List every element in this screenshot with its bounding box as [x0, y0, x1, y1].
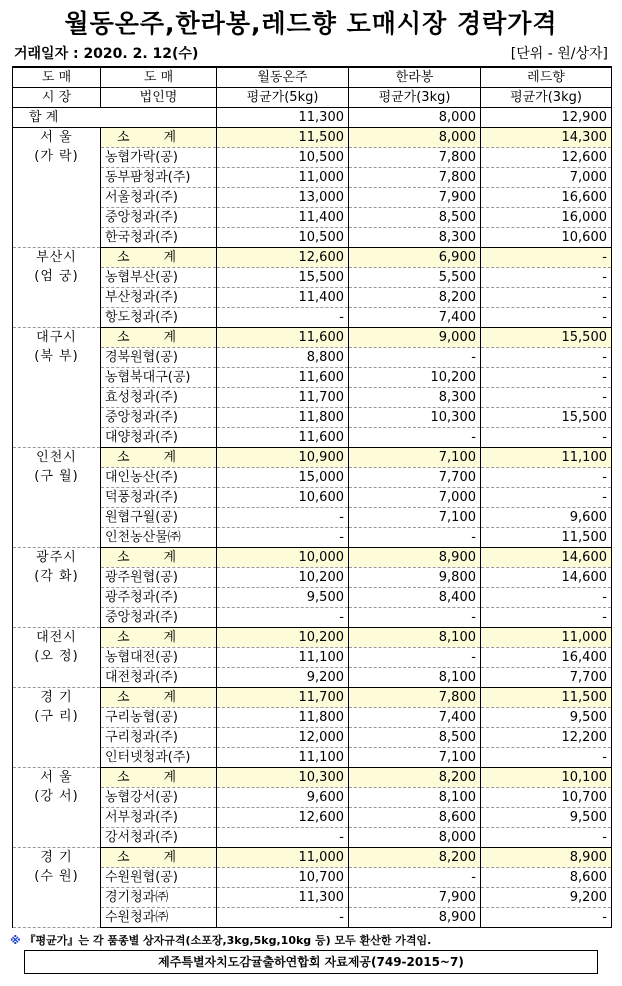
firm-name: 구리청과(주) [101, 728, 217, 748]
firm-name: 대인농산(주) [101, 468, 217, 488]
price-cell: 11,700 [217, 688, 349, 708]
price-cell: 9,200 [481, 888, 612, 908]
table-row [13, 168, 612, 188]
price-cell: 12,600 [217, 248, 349, 268]
price-cell: - [481, 468, 612, 488]
price-cell: 10,600 [481, 228, 612, 248]
price-cell: 8,100 [349, 788, 481, 808]
price-cell: - [217, 528, 349, 548]
firm-name: 중앙청과(주) [101, 408, 217, 428]
table-row [13, 228, 612, 248]
firm-name: 원협구월(공) [101, 508, 217, 528]
firm-header: 법인명 [101, 88, 217, 108]
price-cell: 12,600 [481, 148, 612, 168]
price-cell: 9,600 [481, 508, 612, 528]
price-cell: 9,600 [217, 788, 349, 808]
firm-name: 농협부산(공) [101, 268, 217, 288]
table-row [13, 288, 612, 308]
price-cell: 8,100 [349, 668, 481, 688]
price-cell: - [481, 248, 612, 268]
avg-price-header: 평균가(5kg) [217, 88, 349, 108]
firm-name: 덕풍청과(주) [101, 488, 217, 508]
subtotal-row [13, 628, 612, 648]
table-row [13, 268, 612, 288]
firm-name: 부산청과(주) [101, 288, 217, 308]
price-cell: 15,000 [217, 468, 349, 488]
subtotal-row [13, 328, 612, 348]
note-mark: ※ [10, 934, 21, 947]
unit-note: [단위 - 원/상자] [510, 46, 608, 62]
table-row [13, 488, 612, 508]
table-row [13, 648, 612, 668]
price-cell: 8,200 [349, 848, 481, 868]
market-name [13, 848, 101, 928]
firm-name: 대전청과(주) [101, 668, 217, 688]
table-row [13, 808, 612, 828]
firm-name: 농협대전(공) [101, 648, 217, 668]
price-cell: 11,000 [217, 168, 349, 188]
firm-name: 중앙청과(주) [101, 608, 217, 628]
price-cell: 8,300 [349, 388, 481, 408]
price-cell: - [481, 608, 612, 628]
price-cell: 9,500 [217, 588, 349, 608]
total-value: 8,000 [349, 108, 481, 128]
price-cell: 8,900 [349, 548, 481, 568]
price-cell: - [481, 588, 612, 608]
price-cell: 11,700 [217, 388, 349, 408]
market-name-line1: 대구시 [36, 330, 77, 345]
price-cell: 10,200 [217, 628, 349, 648]
price-cell: 12,600 [217, 808, 349, 828]
price-cell: 10,500 [217, 148, 349, 168]
price-cell: 9,000 [349, 328, 481, 348]
subtotal-label: 소계 [101, 448, 217, 468]
total-label: 합 계 [13, 108, 217, 128]
price-cell: - [217, 308, 349, 328]
price-cell: 10,700 [481, 788, 612, 808]
price-cell: - [481, 488, 612, 508]
market-name-line1: 경 기 [40, 850, 73, 865]
market-name-line2: (구 월) [34, 469, 79, 484]
subtotal-label: 소계 [101, 848, 217, 868]
price-cell: 15,500 [481, 408, 612, 428]
market-header: 도 매 [13, 67, 101, 88]
price-cell: 7,900 [349, 188, 481, 208]
firm-name: 대양청과(주) [101, 428, 217, 448]
market-name-line2: (각 화) [34, 569, 79, 584]
subtotal-row [13, 448, 612, 468]
market-name-line1: 인천시 [36, 450, 77, 465]
footnote [10, 932, 431, 948]
table-row [13, 508, 612, 528]
price-cell: - [481, 348, 612, 368]
price-cell: 10,500 [217, 228, 349, 248]
market-name [13, 328, 101, 448]
firm-header: 도 매 [101, 67, 217, 88]
price-cell: - [481, 268, 612, 288]
price-cell: 11,100 [217, 648, 349, 668]
page-title: 월동온주,한라봉,레드향 도매시장 경락가격 [64, 9, 558, 38]
firm-name: 농협북대구(공) [101, 368, 217, 388]
table-row [13, 588, 612, 608]
price-cell: 10,300 [349, 408, 481, 428]
market-name-line2: (엄 궁) [34, 269, 79, 284]
price-cell: 11,300 [217, 888, 349, 908]
table-row [13, 148, 612, 168]
price-cell: 7,800 [349, 688, 481, 708]
market-name-line2: (북 부) [34, 349, 79, 364]
firm-name: 경북원협(공) [101, 348, 217, 368]
price-cell: 10,000 [217, 548, 349, 568]
firm-name: 한국청과(주) [101, 228, 217, 248]
price-cell: 11,400 [217, 208, 349, 228]
avg-price-header: 평균가(3kg) [481, 88, 612, 108]
price-cell: - [217, 508, 349, 528]
price-cell: 7,100 [349, 748, 481, 768]
table-row [13, 788, 612, 808]
price-cell: - [217, 608, 349, 628]
price-cell: 11,800 [217, 708, 349, 728]
price-cell: 15,500 [217, 268, 349, 288]
price-cell: 7,800 [349, 148, 481, 168]
subtotal-label: 소계 [101, 768, 217, 788]
firm-name: 수원원협(공) [101, 868, 217, 888]
price-cell: - [349, 608, 481, 628]
price-cell: 15,500 [481, 328, 612, 348]
firm-name: 농협가락(공) [101, 148, 217, 168]
subtotal-label: 소계 [101, 688, 217, 708]
price-cell: 10,900 [217, 448, 349, 468]
table-row [13, 728, 612, 748]
price-cell: - [481, 908, 612, 928]
subtotal-label: 소계 [101, 628, 217, 648]
firm-name: 동부팜청과(주) [101, 168, 217, 188]
price-cell: - [481, 428, 612, 448]
subtotal-row [13, 128, 612, 148]
firm-name: 광주청과(주) [101, 588, 217, 608]
market-name-line1: 대전시 [36, 630, 77, 645]
price-cell: - [349, 428, 481, 448]
price-cell: 8,900 [349, 908, 481, 928]
price-cell: 7,800 [349, 168, 481, 188]
price-cell: - [349, 868, 481, 888]
price-cell: 7,700 [481, 668, 612, 688]
total-value: 11,300 [217, 108, 349, 128]
price-cell: 16,400 [481, 648, 612, 668]
firm-name: 경기청과㈜ [101, 888, 217, 908]
table-row [13, 868, 612, 888]
firm-name: 광주원협(공) [101, 568, 217, 588]
price-cell: 11,100 [217, 748, 349, 768]
price-cell: 8,200 [349, 288, 481, 308]
product-header: 한라봉 [349, 67, 481, 88]
price-cell: 9,500 [481, 808, 612, 828]
market-name-line2: (가 락) [34, 149, 79, 164]
price-cell: 14,600 [481, 548, 612, 568]
market-name-line1: 부산시 [36, 250, 77, 265]
price-cell: 8,500 [349, 728, 481, 748]
firm-name: 강서청과(주) [101, 828, 217, 848]
subtotal-label: 소계 [101, 548, 217, 568]
price-cell: 7,000 [481, 168, 612, 188]
price-cell: 5,500 [349, 268, 481, 288]
table-row [13, 888, 612, 908]
market-name-line1: 광주시 [36, 550, 77, 565]
firm-name: 구리농협(공) [101, 708, 217, 728]
price-cell: 8,200 [349, 768, 481, 788]
price-cell: 14,300 [481, 128, 612, 148]
subtotal-label: 소계 [101, 248, 217, 268]
price-cell: 8,300 [349, 228, 481, 248]
avg-price-header: 평균가(3kg) [349, 88, 481, 108]
price-cell: 7,400 [349, 708, 481, 728]
header-row-2 [13, 88, 612, 108]
price-cell: 10,200 [349, 368, 481, 388]
firm-name: 효성청과(주) [101, 388, 217, 408]
price-cell: - [481, 388, 612, 408]
price-cell: - [481, 308, 612, 328]
subtotal-label: 소계 [101, 328, 217, 348]
trade-date: 거래일자 : 2020. 2. 12(수) [14, 46, 199, 62]
price-cell: 6,900 [349, 248, 481, 268]
market-name [13, 688, 101, 768]
source-footer: 제주특별자치도감귤출하연합회 자료제공(749-2015~7) [24, 950, 598, 974]
firm-name: 항도청과(주) [101, 308, 217, 328]
table-row [13, 468, 612, 488]
price-cell: - [481, 288, 612, 308]
price-cell: 8,800 [217, 348, 349, 368]
table-row [13, 188, 612, 208]
subtotal-label: 소계 [101, 128, 217, 148]
price-cell: 11,600 [217, 328, 349, 348]
firm-name: 인천농산물㈜ [101, 528, 217, 548]
price-cell: - [349, 348, 481, 368]
price-cell: 11,500 [481, 688, 612, 708]
price-cell: 11,400 [217, 288, 349, 308]
price-cell: 12,000 [217, 728, 349, 748]
market-name-line2: (구 리) [34, 709, 79, 724]
price-cell: 8,600 [349, 808, 481, 828]
price-cell: - [217, 828, 349, 848]
table-row [13, 428, 612, 448]
firm-name: 농협강서(공) [101, 788, 217, 808]
price-cell: 7,000 [349, 488, 481, 508]
firm-name: 서부청과(주) [101, 808, 217, 828]
price-cell: 7,100 [349, 448, 481, 468]
subtotal-row [13, 688, 612, 708]
market-name [13, 248, 101, 328]
market-name [13, 548, 101, 628]
price-cell: 7,100 [349, 508, 481, 528]
price-cell: 14,600 [481, 568, 612, 588]
market-name [13, 768, 101, 848]
price-cell: - [481, 828, 612, 848]
price-cell: 7,700 [349, 468, 481, 488]
price-cell: 8,400 [349, 588, 481, 608]
market-name-line1: 경 기 [40, 690, 73, 705]
product-header: 월동온주 [217, 67, 349, 88]
price-cell: 11,500 [481, 528, 612, 548]
firm-name: 인터넷청과(주) [101, 748, 217, 768]
market-name-line1: 서 울 [40, 130, 73, 145]
price-cell: 9,800 [349, 568, 481, 588]
market-name-line1: 서 울 [40, 770, 73, 785]
price-cell: 9,500 [481, 708, 612, 728]
price-cell: 11,600 [217, 368, 349, 388]
market-name-line2: (강 서) [34, 789, 79, 804]
table-row [13, 748, 612, 768]
table-row [13, 528, 612, 548]
price-cell: 13,000 [217, 188, 349, 208]
table-row [13, 208, 612, 228]
table-row [13, 708, 612, 728]
price-cell: 8,000 [349, 128, 481, 148]
market-header: 시 장 [13, 88, 101, 108]
product-header: 레드향 [481, 67, 612, 88]
price-cell: - [481, 748, 612, 768]
price-cell: 10,100 [481, 768, 612, 788]
price-cell: 8,100 [349, 628, 481, 648]
price-cell: 11,100 [481, 448, 612, 468]
firm-name: 수원청과㈜ [101, 908, 217, 928]
price-cell: 8,000 [349, 828, 481, 848]
price-cell: - [481, 368, 612, 388]
price-table [12, 66, 612, 928]
price-cell: 11,000 [217, 848, 349, 868]
table-row [13, 568, 612, 588]
header-row-1 [13, 67, 612, 88]
total-row [13, 108, 612, 128]
table-row [13, 668, 612, 688]
table-row [13, 828, 612, 848]
price-cell: 10,300 [217, 768, 349, 788]
subtotal-row [13, 548, 612, 568]
price-cell: 16,000 [481, 208, 612, 228]
subtotal-row [13, 768, 612, 788]
firm-name: 중앙청과(주) [101, 208, 217, 228]
table-row [13, 368, 612, 388]
note-text: 『평균가』는 각 품종별 상자규격(소포장,3kg,5kg,10kg 등) 모두 환산한 가격임. [24, 934, 432, 947]
subtotal-row [13, 248, 612, 268]
subtotal-row [13, 848, 612, 868]
price-cell: 8,500 [349, 208, 481, 228]
table-row [13, 308, 612, 328]
market-name [13, 628, 101, 688]
price-cell: 8,900 [481, 848, 612, 868]
price-cell: 7,900 [349, 888, 481, 908]
price-cell: - [217, 908, 349, 928]
price-cell: 16,600 [481, 188, 612, 208]
price-cell: 12,200 [481, 728, 612, 748]
market-name-line2: (오 정) [34, 649, 79, 664]
price-cell: 10,700 [217, 868, 349, 888]
total-value: 12,900 [481, 108, 612, 128]
price-cell: 7,400 [349, 308, 481, 328]
price-cell: 11,600 [217, 428, 349, 448]
table-row [13, 348, 612, 368]
price-cell: 11,000 [481, 628, 612, 648]
firm-name: 서울청과(주) [101, 188, 217, 208]
table-row [13, 388, 612, 408]
price-cell: 11,800 [217, 408, 349, 428]
price-cell: 10,200 [217, 568, 349, 588]
price-cell: 8,600 [481, 868, 612, 888]
price-cell: - [349, 528, 481, 548]
market-name [13, 448, 101, 548]
table-row [13, 408, 612, 428]
price-cell: 10,600 [217, 488, 349, 508]
price-cell: 11,500 [217, 128, 349, 148]
price-cell: 9,200 [217, 668, 349, 688]
table-row [13, 908, 612, 928]
table-row [13, 608, 612, 628]
market-name [13, 128, 101, 248]
price-cell: - [349, 648, 481, 668]
market-name-line2: (수 원) [34, 869, 79, 884]
